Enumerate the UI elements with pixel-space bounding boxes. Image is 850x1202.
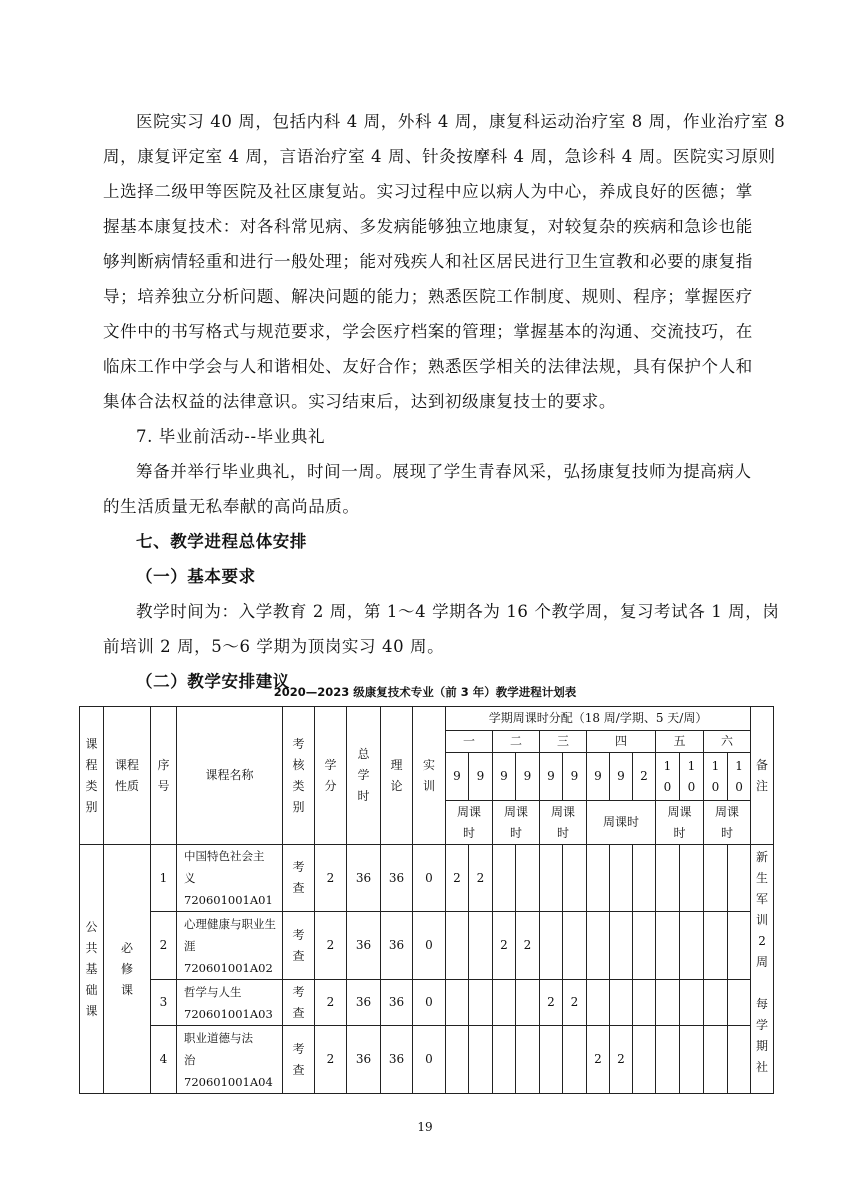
row-total: 36 [347,980,381,1026]
hours-cell [656,1026,680,1094]
hours-cell [516,980,540,1026]
text-line: 筹备并举行毕业典礼，时间一周。展现了学生青春风采，弘扬康复技师为提高病人 [136,462,752,481]
row-seq: 3 [151,980,177,1026]
week-count: 9 [610,753,633,801]
hours-cell [728,845,751,912]
week-count: 1 0 [656,753,680,801]
semester-6: 六 [704,731,751,753]
text-line: 导；培养独立分析问题、解决问题的能力；熟悉医院工作制度、规则、程序；掌握医疗 [103,287,753,306]
hours-cell [633,845,656,912]
week-count: 9 [493,753,516,801]
page-number: 19 [417,1120,433,1134]
header-total-hours: 总 学 时 [347,707,381,845]
group-remark: 新 生 军 训 2 周 每 学 期 社 [751,845,774,1094]
table-row [80,980,774,1026]
text-line: 够判断病情轻重和进行一般处理；能对残疾人和社区居民进行卫生宣教和必要的康复指 [103,252,753,271]
hours-cell [587,845,610,912]
week-count: 9 [469,753,493,801]
hours-cell: 2 [587,1026,610,1094]
row-exam: 考 查 [283,1026,315,1094]
hours-cell [610,980,633,1026]
week-count: 9 [516,753,540,801]
header-credit: 学 分 [315,707,347,845]
row-course-name: 职业道德与法 治 720601001A04 [177,1026,283,1094]
weekly-hours-label: 周课 时 [493,801,540,845]
group-nature: 必 修 课 [104,845,151,1094]
hours-cell [493,980,516,1026]
hours-cell [656,980,680,1026]
subsection-teaching-arrangement: （二）教学安排建议 [136,672,290,691]
table-row [80,912,774,980]
row-seq: 1 [151,845,177,912]
row-total: 36 [347,912,381,980]
week-count: 9 [587,753,610,801]
text-line: 的生活质量无私奉献的高尚品质。 [103,497,360,516]
hours-cell [704,845,728,912]
hours-cell [587,980,610,1026]
text-line: 文件中的书写格式与规范要求，学会医疗档案的管理；掌握基本的沟通、交流技巧，在 [103,322,753,341]
hours-cell [516,1026,540,1094]
header-theory: 理 论 [381,707,413,845]
weekly-hours-label: 周课 时 [540,801,587,845]
row-practice: 0 [413,980,446,1026]
hours-cell [728,912,751,980]
header-remark: 备 注 [751,707,774,845]
weekly-hours-label: 周课时 [587,801,656,845]
text-line: 医院实习 40 周，包括内科 4 周，外科 4 周，康复科运动治疗室 8 周，作业治疗室 8 [136,112,786,131]
row-credit: 2 [315,980,347,1026]
table-row [80,1026,774,1094]
teaching-plan-table [79,706,774,1094]
section-heading: 七、教学进程总体安排 [136,532,307,551]
header-course-category: 课 程 类 别 [80,707,104,845]
hours-cell [680,980,704,1026]
row-course-name: 中国特色社会主 义 720601001A01 [177,845,283,912]
row-practice: 0 [413,845,446,912]
weekly-hours-label: 周课 时 [446,801,493,845]
semester-3: 三 [540,731,587,753]
hours-cell [587,912,610,980]
semester-4: 四 [587,731,656,753]
week-count: 9 [446,753,469,801]
week-count: 1 0 [728,753,751,801]
hours-cell [563,845,587,912]
hours-cell [469,1026,493,1094]
hours-cell [704,912,728,980]
week-count: 2 [633,753,656,801]
hours-cell [446,912,469,980]
hours-cell [610,845,633,912]
row-seq: 4 [151,1026,177,1094]
hours-cell [469,912,493,980]
row-total: 36 [347,1026,381,1094]
hours-cell: 2 [469,845,493,912]
hours-cell: 2 [516,912,540,980]
semester-5: 五 [656,731,704,753]
hours-cell: 2 [540,980,563,1026]
header-course-name: 课程名称 [177,707,283,845]
hours-cell: 2 [610,1026,633,1094]
text-line: 教学时间为：入学教育 2 周，第 1～4 学期各为 16 个教学周，复习考试各 1 周，岗 [136,602,780,621]
group-category: 公 共 基 础 课 [80,845,104,1094]
header-exam-type: 考 核 类 别 [283,707,315,845]
header-course-nature: 课程 性质 [104,707,151,845]
row-exam: 考 查 [283,980,315,1026]
text-line: 上选择二级甲等医院及社区康复站。实习过程中应以病人为中心，养成良好的医德；掌 [103,182,753,201]
hours-cell [469,980,493,1026]
table-row [80,845,774,912]
hours-cell [656,845,680,912]
weekly-hours-label: 周课 时 [704,801,751,845]
hours-cell [446,1026,469,1094]
row-exam: 考 查 [283,912,315,980]
row-credit: 2 [315,912,347,980]
text-line: 集体合法权益的法律意识。实习结束后，达到初级康复技士的要求。 [103,392,616,411]
header-seq: 序 号 [151,707,177,845]
hours-cell [446,980,469,1026]
hours-cell [728,1026,751,1094]
row-exam: 考 查 [283,845,315,912]
hours-cell [540,912,563,980]
row-seq: 2 [151,912,177,980]
row-theory: 36 [381,980,413,1026]
row-theory: 36 [381,1026,413,1094]
header-practice: 实 训 [413,707,446,845]
weekly-hours-label: 周课 时 [656,801,704,845]
week-count: 9 [540,753,563,801]
hours-cell [633,1026,656,1094]
item-graduation-activity: 7. 毕业前活动--毕业典礼 [136,427,326,446]
subsection-basic-requirements: （一）基本要求 [136,567,256,586]
hours-cell [563,1026,587,1094]
hours-cell [540,845,563,912]
row-course-name: 心理健康与职业生 涯 720601001A02 [177,912,283,980]
hours-cell [680,1026,704,1094]
week-count: 9 [563,753,587,801]
hours-cell: 2 [563,980,587,1026]
hours-cell [633,912,656,980]
text-line: 临床工作中学会与人和谐相处、友好合作；熟悉医学相关的法律法规，具有保护个人和 [103,357,753,376]
hours-cell [540,1026,563,1094]
hours-cell [680,845,704,912]
hours-cell: 2 [493,912,516,980]
hours-cell [516,845,540,912]
hours-cell [704,980,728,1026]
hours-cell [680,912,704,980]
hours-cell: 2 [446,845,469,912]
semester-1: 一 [446,731,493,753]
row-theory: 36 [381,912,413,980]
hours-cell [728,980,751,1026]
header-distribution: 学期周课时分配（18 周/学期、5 天/周） [446,707,751,731]
hours-cell [633,980,656,1026]
row-practice: 0 [413,912,446,980]
row-credit: 2 [315,1026,347,1094]
week-count: 1 0 [680,753,704,801]
hours-cell [704,1026,728,1094]
text-line: 周，康复评定室 4 周，言语治疗室 4 周、针灸按摩科 4 周，急诊科 4 周。医院实习原则 [103,147,776,166]
row-credit: 2 [315,845,347,912]
table-title: 2020—2023 级康复技术专业（前 3 年）教学进程计划表 [273,685,577,699]
row-theory: 36 [381,845,413,912]
row-total: 36 [347,845,381,912]
hours-cell [563,912,587,980]
hours-cell [656,912,680,980]
text-line: 握基本康复技术：对各科常见病、多发病能够独立地康复，对较复杂的疾病和急诊也能 [103,217,753,236]
hours-cell [493,1026,516,1094]
row-course-name: 哲学与人生 720601001A03 [177,980,283,1026]
hours-cell [493,845,516,912]
semester-2: 二 [493,731,540,753]
text-line: 前培训 2 周，5～6 学期为顶岗实习 40 周。 [103,637,445,656]
week-count: 1 0 [704,753,728,801]
row-practice: 0 [413,1026,446,1094]
hours-cell [610,912,633,980]
